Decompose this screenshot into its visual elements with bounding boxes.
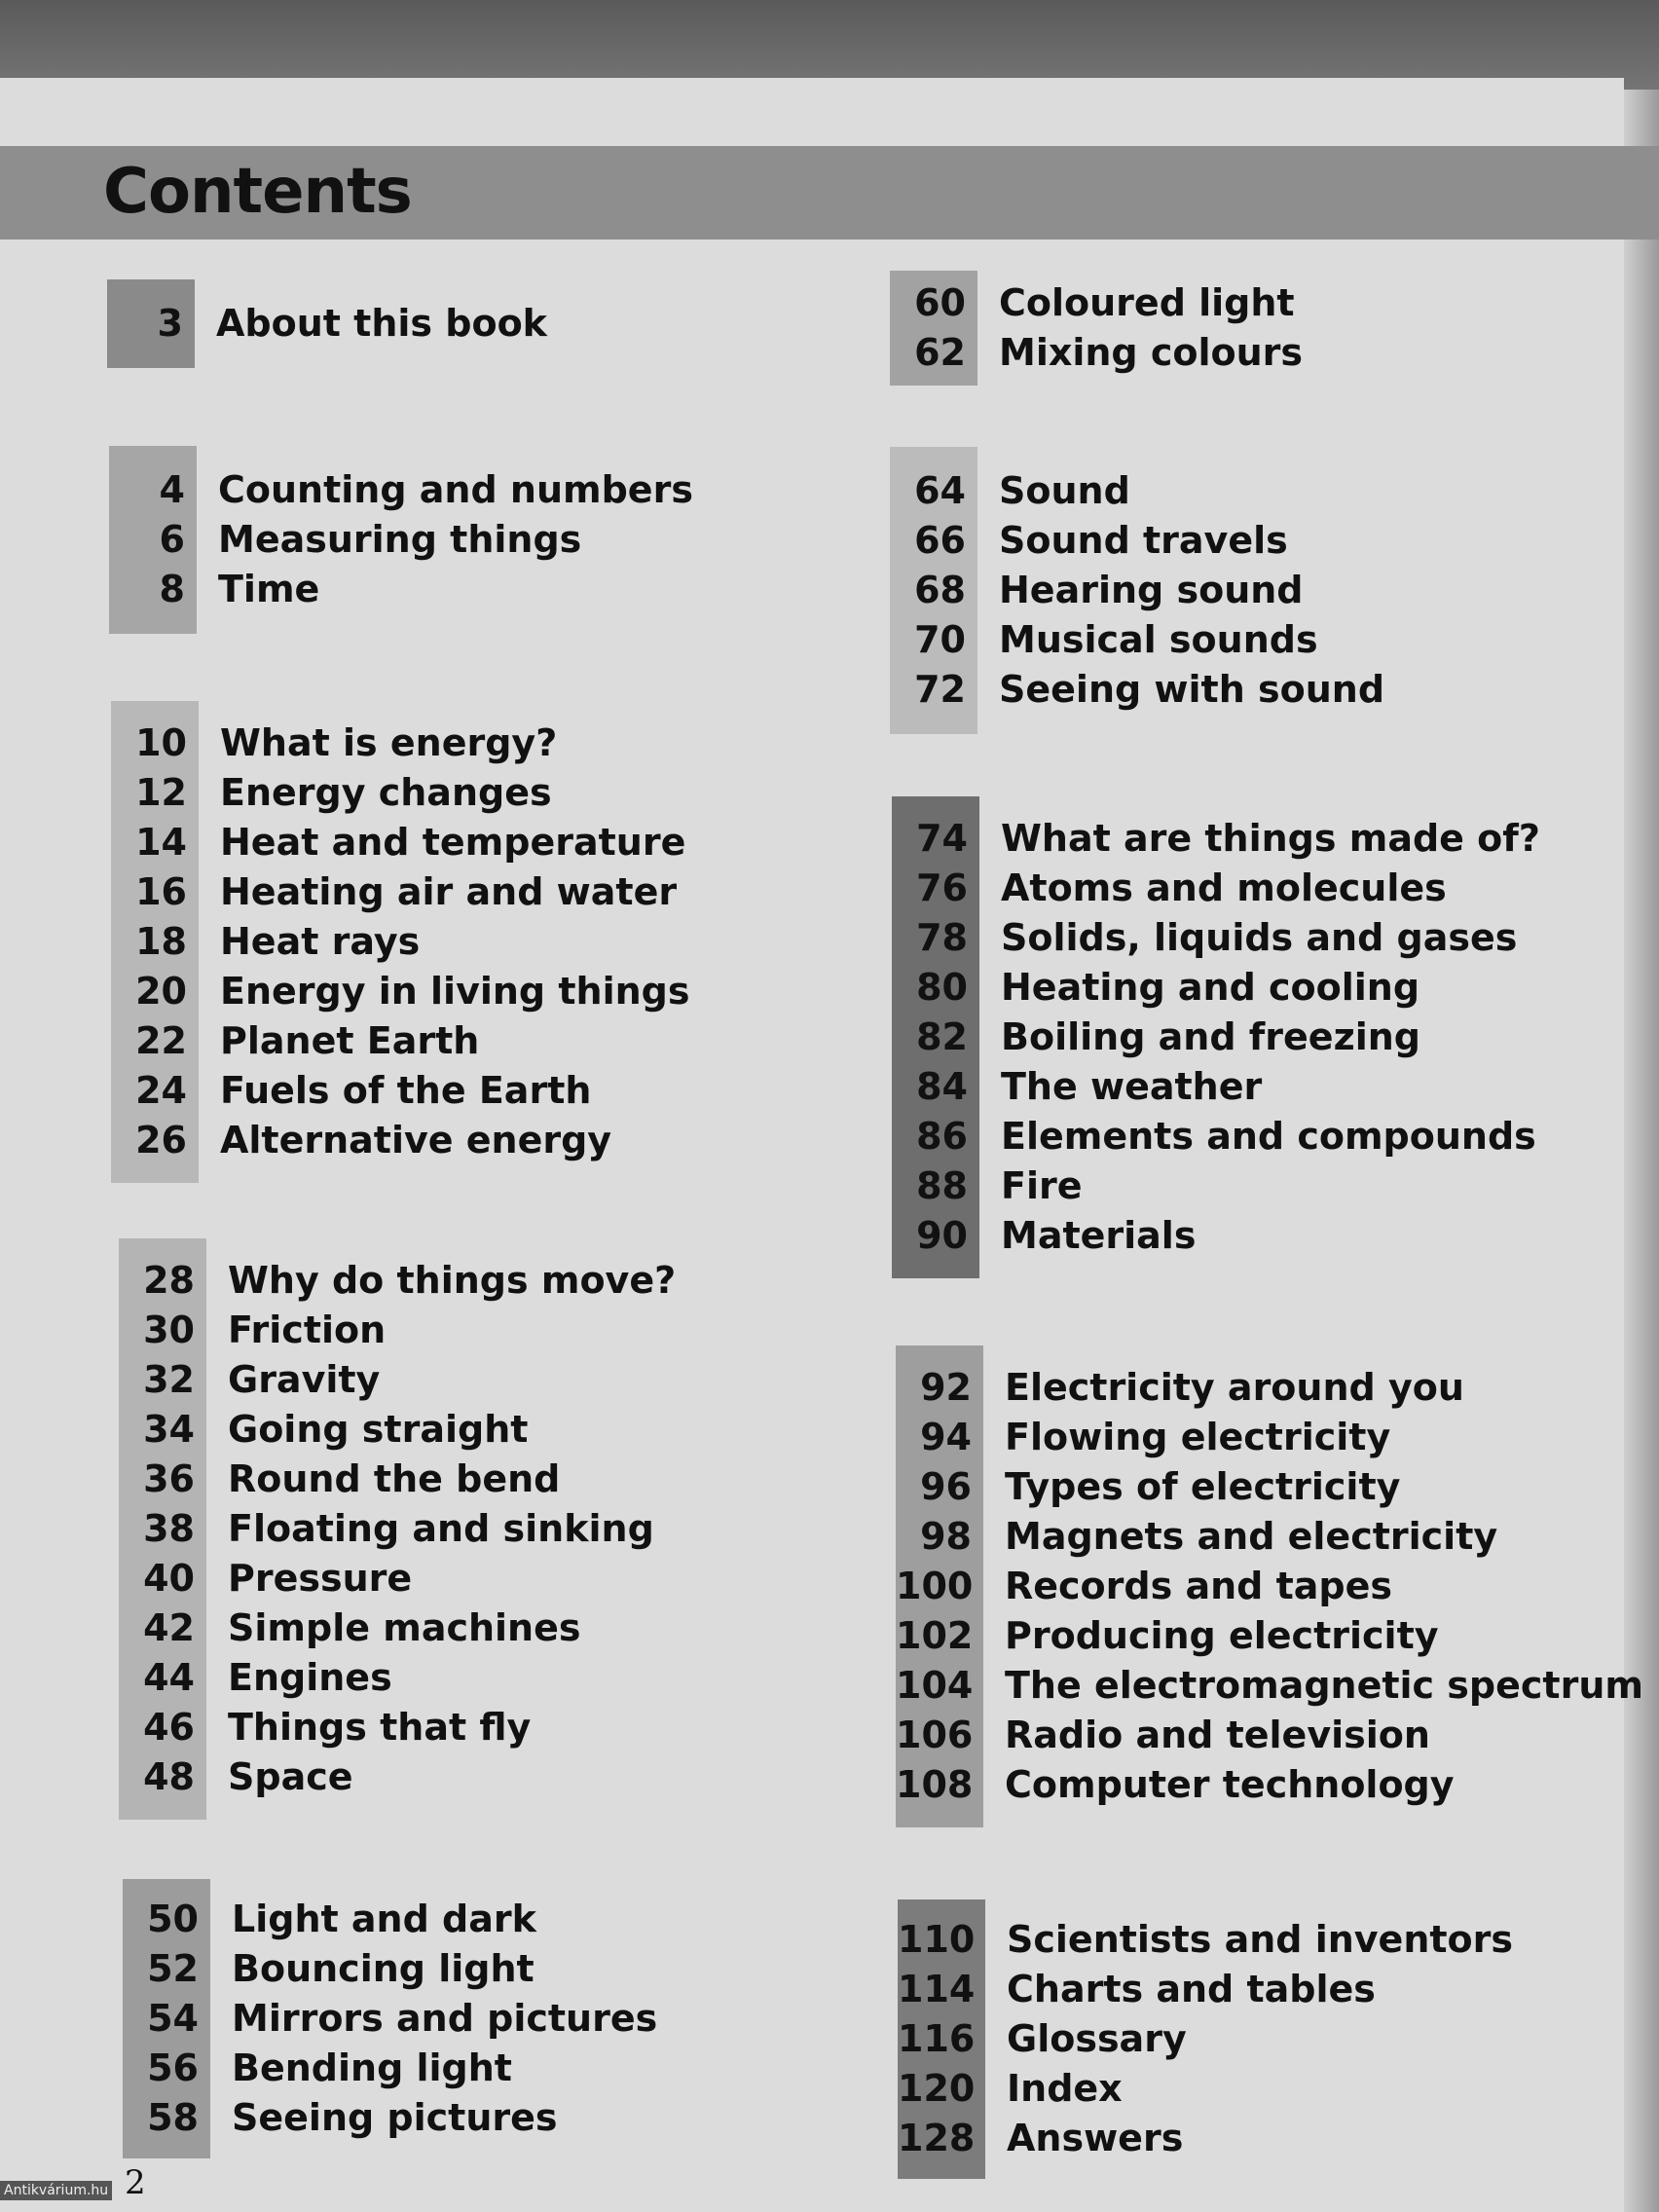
entry-page-number: 3 <box>157 302 183 345</box>
toc-entry <box>123 1994 863 2044</box>
entry-page-number: 94 <box>920 1416 972 1458</box>
entry-page-number: 52 <box>147 1947 199 1990</box>
entry-title: Round the bend <box>228 1457 561 1500</box>
entry-title: Solids, liquids and gases <box>1001 916 1518 959</box>
entry-title: Types of electricity <box>1005 1465 1401 1508</box>
entry-title: Computer technology <box>1005 1763 1455 1806</box>
entry-page-number: 102 <box>896 1614 974 1657</box>
entry-page-number: 84 <box>916 1065 968 1108</box>
toc-entry <box>109 565 849 614</box>
toc-entry <box>890 665 1630 715</box>
entry-page-number: 4 <box>159 468 185 511</box>
entry-title: Heating air and water <box>220 870 678 913</box>
toc-entry <box>119 1752 859 1802</box>
entry-page-number: 110 <box>898 1918 976 1961</box>
entry-title: Bending light <box>232 2046 512 2089</box>
entry-title: Heat rays <box>220 920 421 963</box>
toc-entry <box>892 864 1632 913</box>
entry-page-number: 12 <box>135 771 187 814</box>
entry-page-number: 72 <box>914 668 966 711</box>
entry-title: The weather <box>1001 1065 1263 1108</box>
entry-title: Hearing sound <box>999 569 1304 611</box>
toc-entry <box>111 1016 851 1066</box>
toc-entry <box>892 963 1632 1013</box>
entry-title: The electromagnetic spectrum <box>1005 1664 1643 1707</box>
entry-title: Electricity around you <box>1005 1366 1464 1409</box>
toc-entry <box>892 1062 1632 1112</box>
entry-title: Musical sounds <box>999 618 1318 661</box>
entry-page-number: 66 <box>914 519 966 562</box>
entry-title: What are things made of? <box>1001 817 1540 860</box>
entry-page-number: 44 <box>143 1656 195 1699</box>
entry-page-number: 108 <box>896 1763 974 1806</box>
watermark-logo: Antikvárium.hu <box>0 2181 112 2200</box>
toc-section <box>107 279 866 368</box>
entry-page-number: 22 <box>135 1019 187 1062</box>
entry-page-number: 90 <box>916 1214 968 1257</box>
toc-entry <box>119 1455 859 1504</box>
toc-entry <box>109 465 849 515</box>
toc-entry <box>898 2114 1638 2163</box>
entry-page-number: 42 <box>143 1606 195 1649</box>
entry-page-number: 8 <box>159 568 185 610</box>
toc-entry <box>896 1562 1636 1611</box>
entry-title: About this book <box>216 302 547 345</box>
entry-title: Energy in living things <box>220 970 690 1013</box>
toc-section <box>898 1899 1657 2179</box>
toc-entry <box>107 299 847 349</box>
entry-page-number: 98 <box>920 1515 972 1558</box>
toc-entry <box>119 1256 859 1306</box>
entry-page-number: 54 <box>147 1997 199 2040</box>
entry-page-number: 74 <box>916 817 968 860</box>
entry-title: Seeing with sound <box>999 668 1385 711</box>
entry-title: Things that fly <box>228 1706 532 1749</box>
entry-title: Light and dark <box>232 1898 536 1940</box>
entry-page-number: 10 <box>135 721 187 764</box>
toc-entry <box>890 328 1630 378</box>
entry-page-number: 56 <box>147 2046 199 2089</box>
entry-page-number: 120 <box>898 2067 976 2110</box>
toc-entry <box>119 1703 859 1752</box>
entry-page-number: 6 <box>159 518 185 561</box>
toc-entry <box>119 1306 859 1355</box>
entry-title: Scientists and inventors <box>1007 1918 1513 1961</box>
entry-title: Planet Earth <box>220 1019 480 1062</box>
entry-title: Alternative energy <box>220 1119 612 1161</box>
entry-page-number: 70 <box>914 618 966 661</box>
toc-entry <box>892 814 1632 864</box>
entry-title: Going straight <box>228 1408 529 1451</box>
toc-section <box>119 1238 878 1820</box>
entry-title: Heating and cooling <box>1001 966 1420 1009</box>
entry-page-number: 104 <box>896 1664 974 1707</box>
toc-entry <box>111 1066 851 1116</box>
toc-entry <box>111 967 851 1016</box>
entry-page-number: 36 <box>143 1457 195 1500</box>
entry-title: Simple machines <box>228 1606 581 1649</box>
entry-title: Pressure <box>228 1557 413 1600</box>
entry-title: Atoms and molecules <box>1001 866 1447 909</box>
toc-entry <box>890 278 1630 328</box>
toc-entry <box>123 2093 863 2143</box>
entry-title: Mirrors and pictures <box>232 1997 658 2040</box>
toc-entry <box>119 1405 859 1455</box>
entry-page-number: 26 <box>135 1119 187 1161</box>
entry-page-number: 14 <box>135 821 187 864</box>
entry-page-number: 30 <box>143 1309 195 1351</box>
entry-title: Sound travels <box>999 519 1288 562</box>
entry-page-number: 76 <box>916 866 968 909</box>
entry-page-number: 106 <box>896 1714 974 1756</box>
entry-title: Measuring things <box>218 518 582 561</box>
entry-page-number: 18 <box>135 920 187 963</box>
entry-page-number: 92 <box>920 1366 972 1409</box>
entry-title: Energy changes <box>220 771 552 814</box>
toc-entry <box>890 566 1630 615</box>
entry-title: Coloured light <box>999 281 1295 324</box>
entry-title: Why do things move? <box>228 1259 677 1302</box>
entry-title: Index <box>1007 2067 1123 2110</box>
entry-title: Producing electricity <box>1005 1614 1439 1657</box>
entry-page-number: 68 <box>914 569 966 611</box>
toc-entry <box>892 1211 1632 1261</box>
toc-entry <box>123 1895 863 1944</box>
toc-entry <box>109 515 849 565</box>
entry-title: Answers <box>1007 2117 1184 2159</box>
entry-page-number: 80 <box>916 966 968 1009</box>
entry-page-number: 34 <box>143 1408 195 1451</box>
entry-page-number: 40 <box>143 1557 195 1600</box>
entry-title: Time <box>218 568 320 610</box>
toc-entry <box>896 1760 1636 1810</box>
toc-entry <box>111 818 851 867</box>
entry-page-number: 24 <box>135 1069 187 1112</box>
entry-page-number: 78 <box>916 916 968 959</box>
toc-entry <box>890 466 1630 516</box>
toc-entry <box>119 1504 859 1554</box>
entry-page-number: 64 <box>914 469 966 512</box>
entry-title: What is energy? <box>220 721 558 764</box>
entry-title: Charts and tables <box>1007 1968 1376 2010</box>
entry-page-number: 32 <box>143 1358 195 1401</box>
toc-entry <box>896 1711 1636 1760</box>
page-title: Contents <box>103 156 412 228</box>
toc-section <box>109 446 868 634</box>
entry-page-number: 28 <box>143 1259 195 1302</box>
toc-entry <box>111 719 851 768</box>
entry-page-number: 38 <box>143 1507 195 1550</box>
entry-title: Engines <box>228 1656 392 1699</box>
toc-entry <box>892 913 1632 963</box>
entry-title: Glossary <box>1007 2017 1187 2060</box>
entry-title: Magnets and electricity <box>1005 1515 1498 1558</box>
toc-entry <box>896 1413 1636 1462</box>
entry-title: Boiling and freezing <box>1001 1015 1420 1058</box>
entry-title: Elements and compounds <box>1001 1115 1536 1158</box>
entry-title: Floating and sinking <box>228 1507 654 1550</box>
entry-title: Gravity <box>228 1358 381 1401</box>
toc-entry <box>892 1013 1632 1062</box>
entry-page-number: 86 <box>916 1115 968 1158</box>
entry-title: Heat and temperature <box>220 821 686 864</box>
entry-page-number: 50 <box>147 1898 199 1940</box>
toc-entry <box>119 1554 859 1604</box>
entry-page-number: 114 <box>898 1968 976 2010</box>
toc-entry <box>896 1661 1643 1711</box>
entry-page-number: 48 <box>143 1755 195 1798</box>
toc-entry <box>890 516 1630 566</box>
toc-section <box>890 447 1649 734</box>
entry-page-number: 96 <box>920 1465 972 1508</box>
entry-page-number: 46 <box>143 1706 195 1749</box>
toc-entry <box>898 1965 1638 2014</box>
toc-section <box>890 271 1649 386</box>
entry-page-number: 100 <box>896 1565 974 1607</box>
toc-entry <box>896 1611 1636 1661</box>
toc-entry <box>111 867 851 917</box>
toc-entry <box>896 1462 1636 1512</box>
entry-page-number: 82 <box>916 1015 968 1058</box>
page-number: 2 <box>125 2163 146 2202</box>
toc-entry <box>123 1944 863 1994</box>
toc-entry <box>111 768 851 818</box>
entry-title: Flowing electricity <box>1005 1416 1391 1458</box>
toc-entry <box>119 1653 859 1703</box>
toc-entry <box>898 1915 1638 1965</box>
entry-page-number: 16 <box>135 870 187 913</box>
toc-entry <box>896 1363 1636 1413</box>
entry-page-number: 62 <box>914 331 966 374</box>
entry-title: Records and tapes <box>1005 1565 1392 1607</box>
entry-page-number: 60 <box>914 281 966 324</box>
toc-entry <box>898 2064 1638 2114</box>
toc-entry <box>892 1112 1632 1161</box>
entry-title: Fuels of the Earth <box>220 1069 592 1112</box>
entry-page-number: 116 <box>898 2017 976 2060</box>
toc-section <box>896 1346 1655 1827</box>
toc-entry <box>892 1161 1632 1211</box>
entry-title: Counting and numbers <box>218 468 693 511</box>
toc-entry <box>119 1355 859 1405</box>
entry-page-number: 20 <box>135 970 187 1013</box>
entry-page-number: 128 <box>898 2117 976 2159</box>
toc-section <box>123 1879 882 2158</box>
entry-title: Mixing colours <box>999 331 1304 374</box>
entry-title: Seeing pictures <box>232 2096 558 2139</box>
toc-entry <box>898 2014 1638 2064</box>
toc-entry <box>123 2044 863 2093</box>
entry-title: Fire <box>1001 1164 1083 1207</box>
entry-title: Bouncing light <box>232 1947 535 1990</box>
entry-title: Friction <box>228 1309 387 1351</box>
toc-entry <box>896 1512 1636 1562</box>
entry-title: Materials <box>1001 1214 1197 1257</box>
toc-entry <box>111 1116 851 1165</box>
entry-title: Sound <box>999 469 1130 512</box>
toc-entry <box>119 1604 859 1653</box>
entry-page-number: 88 <box>916 1164 968 1207</box>
entry-page-number: 58 <box>147 2096 199 2139</box>
toc-entry <box>111 917 851 967</box>
toc-entry <box>890 615 1630 665</box>
toc-section <box>111 701 870 1183</box>
entry-title: Radio and television <box>1005 1714 1430 1756</box>
entry-title: Space <box>228 1755 353 1798</box>
toc-section <box>892 796 1651 1278</box>
